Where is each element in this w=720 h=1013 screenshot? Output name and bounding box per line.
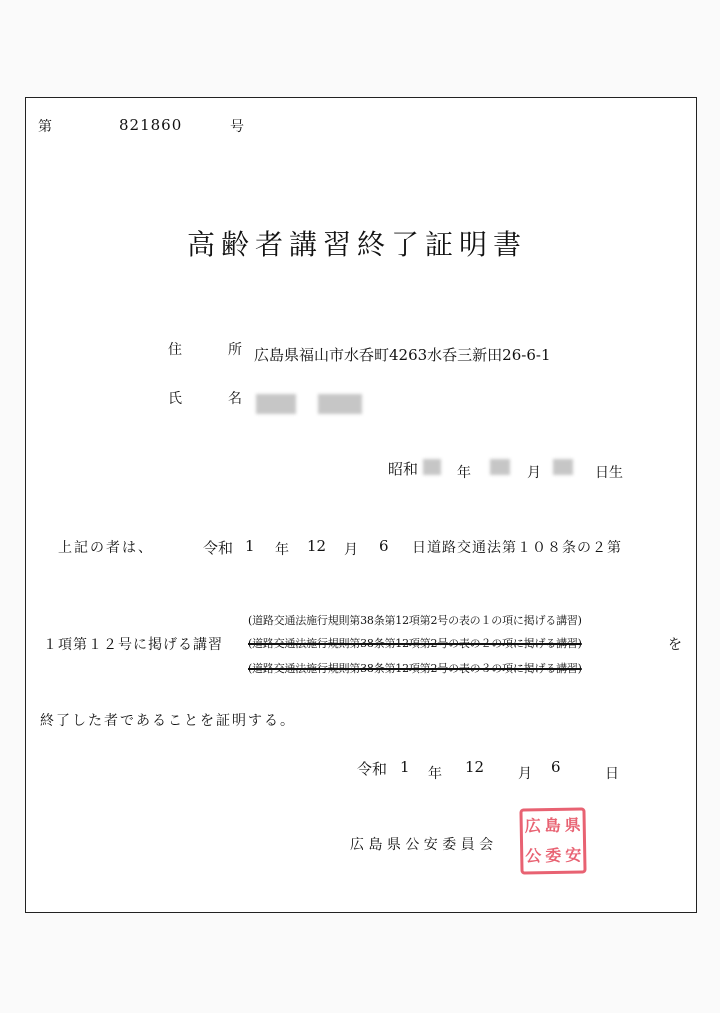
address-label-2: 所 xyxy=(228,342,242,358)
body-month-label: 月 xyxy=(344,542,358,558)
body-line1-prefix: 上記の者は、 xyxy=(58,540,154,556)
issue-month: 12 xyxy=(465,758,485,776)
official-seal xyxy=(519,807,586,874)
issue-year: 1 xyxy=(400,758,410,776)
redacted-birth-year xyxy=(423,459,441,475)
birth-day-label: 日生 xyxy=(595,465,623,481)
seal-char: 県 xyxy=(564,815,581,835)
body-year-label: 年 xyxy=(275,542,289,558)
name-label-1: 氏 xyxy=(168,391,182,407)
body-line1-suffix: 日道路交通法第１０８条の２第 xyxy=(412,540,622,556)
redacted-birth-month xyxy=(490,459,510,475)
address-value: 広島県福山市水呑町4263水呑三新田26-6-1 xyxy=(254,346,551,364)
name-label-2: 名 xyxy=(228,391,242,407)
certificate-frame xyxy=(25,97,697,913)
body-line3: 終了した者であることを証明する。 xyxy=(40,713,296,729)
certificate-number: 821860 xyxy=(119,116,183,134)
document-title: 高齢者講習終了証明書 xyxy=(187,228,528,261)
body-day: 6 xyxy=(379,537,389,555)
issue-month-label: 月 xyxy=(518,766,532,782)
birth-month-label: 月 xyxy=(527,465,541,481)
birth-era: 昭和 xyxy=(388,460,419,478)
number-prefix: 第 xyxy=(38,119,52,135)
birth-year-label: 年 xyxy=(457,465,471,481)
seal-char: 安 xyxy=(565,845,582,865)
seal-char: 公 xyxy=(525,846,542,866)
seal-char: 広 xyxy=(524,816,541,836)
body-month: 12 xyxy=(307,537,327,555)
redacted-birth-day xyxy=(553,459,573,475)
issue-day-label: 日 xyxy=(605,766,619,782)
issue-year-label: 年 xyxy=(428,766,442,782)
body-line2-prefix: １項第１２号に掲げる講習 xyxy=(43,637,223,653)
seal-char: 委 xyxy=(545,845,562,866)
address-label-1: 住 xyxy=(168,342,182,358)
seal-char: 島 xyxy=(544,815,561,836)
lecture-option-3-struck: (道路交通法施行規則第38条第12項第2号の表の３の項に掲げる講習) xyxy=(248,662,582,675)
body-line2-suffix: を xyxy=(668,637,682,653)
lecture-option-1: (道路交通法施行規則第38条第12項第2号の表の１の項に掲げる講習) xyxy=(248,614,582,627)
issuer-name: 広 島 県 公 安 委 員 会 xyxy=(350,837,494,853)
body-year: 1 xyxy=(245,537,255,555)
number-suffix: 号 xyxy=(230,119,244,135)
issue-day: 6 xyxy=(551,758,561,776)
redacted-given-name xyxy=(318,394,362,414)
issue-era: 令和 xyxy=(357,760,388,778)
body-era: 令和 xyxy=(203,539,234,557)
lecture-option-2-struck: (道路交通法施行規則第38条第12項第2号の表の２の項に掲げる講習) xyxy=(248,637,582,650)
redacted-surname xyxy=(256,394,296,414)
